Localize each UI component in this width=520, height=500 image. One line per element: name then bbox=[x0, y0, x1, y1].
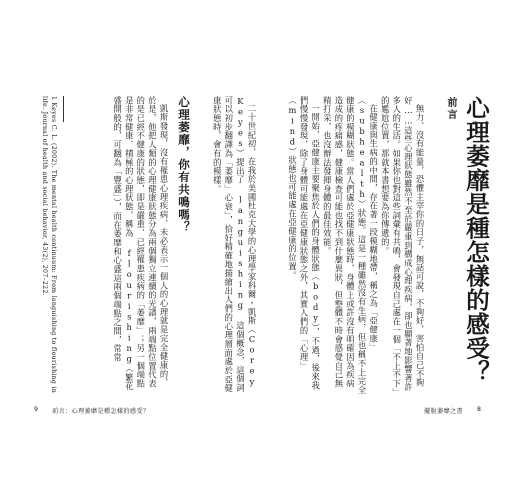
left-running-title: 前言：心理萎靡是種怎樣的感受？ bbox=[52, 408, 150, 415]
paragraph-1: 無力、沒有能量，恐懼主宰你的日子，無話可說，不夠好，害怕自己不夠好……這些心理狀態雖然不至於嚴重到構成心理疾病，卻也顯著地影響著許多人的生活。如果你也對這些詞彙有共鳴，會發現自己處在一個「不上不下」的尷尬位置，那就本書想要為你傳遞的。 bbox=[380, 96, 425, 393]
left-page-number: 9 bbox=[34, 406, 39, 413]
section-heading: 心理萎靡，你有共鳴嗎？ bbox=[177, 96, 191, 234]
left-page-intro bbox=[207, 96, 257, 396]
section-paragraph-1: 凱斯發現，沒有罹患心理疾病，未必表示一個人的心理就是完全健康的，於是，他把人類的心理健康狀態分為兩個獨立連續的光譜，兩端點位置代表的是已經不健康的狀態，即是嚴重、已經罹患疾病的「萎靡」；另一個端點是非常健康、積極的心理狀態，稱為 flourishing（繁花盛開般的，可翻為「豐盛」），而在萎靡和心盛這兩個端點之間，常常 bbox=[112, 96, 169, 391]
footnote bbox=[30, 96, 58, 396]
footnote-text: 1 Keyes C. L. (2002). The mental health continuum: From languishing to flourishing in life. Journal of health and social behavior, 43(2), 207–222. bbox=[41, 96, 57, 394]
footnote-rule bbox=[63, 96, 64, 122]
chapter-title: 心理萎靡是種怎樣的感受？ bbox=[462, 96, 490, 384]
preface-label: 前言 bbox=[445, 97, 456, 121]
paragraph-2: 在健康與生病的中間，存在著一段模糊地帶，稱之為「亞健康」（subhealth）狀態。這是一種雖然沒有生病，但也稱不上完全健康的模糊狀態。當人們處於亞健康狀態時，身體上或許沒有明確因為疾病造成的疼痛感，健康檢查可能也找不到什麼異狀，但整體不時會感覺自己無精打采，也沒辦法發揮身體的最佳效能。 bbox=[322, 96, 379, 395]
paragraph-3: 一開始，亞健康主要聚焦於人們的身體狀態（body），不過，後來我們慢慢發現，除了身體可能處在亞健康狀態之外，其實人們的「心理」（mind）狀態也可能處在亞健康的位置。 bbox=[287, 96, 321, 391]
right-running-title: 擺脫萎靡之書 bbox=[424, 408, 463, 415]
left-page-section-body bbox=[85, 96, 169, 396]
right-page-number: 8 bbox=[477, 406, 482, 413]
left-paragraph-1: 二十世紀初，在我於美國杜克大學的心理學家科爾・凱斯（Corey Keyes）提出了 languishing 這個概念，這個詞可以初步翻譯為「萎靡」心衰」，恰好精確地描繪出人們的心理層面處於亞健康狀態時，會有的模樣。 bbox=[212, 96, 257, 393]
